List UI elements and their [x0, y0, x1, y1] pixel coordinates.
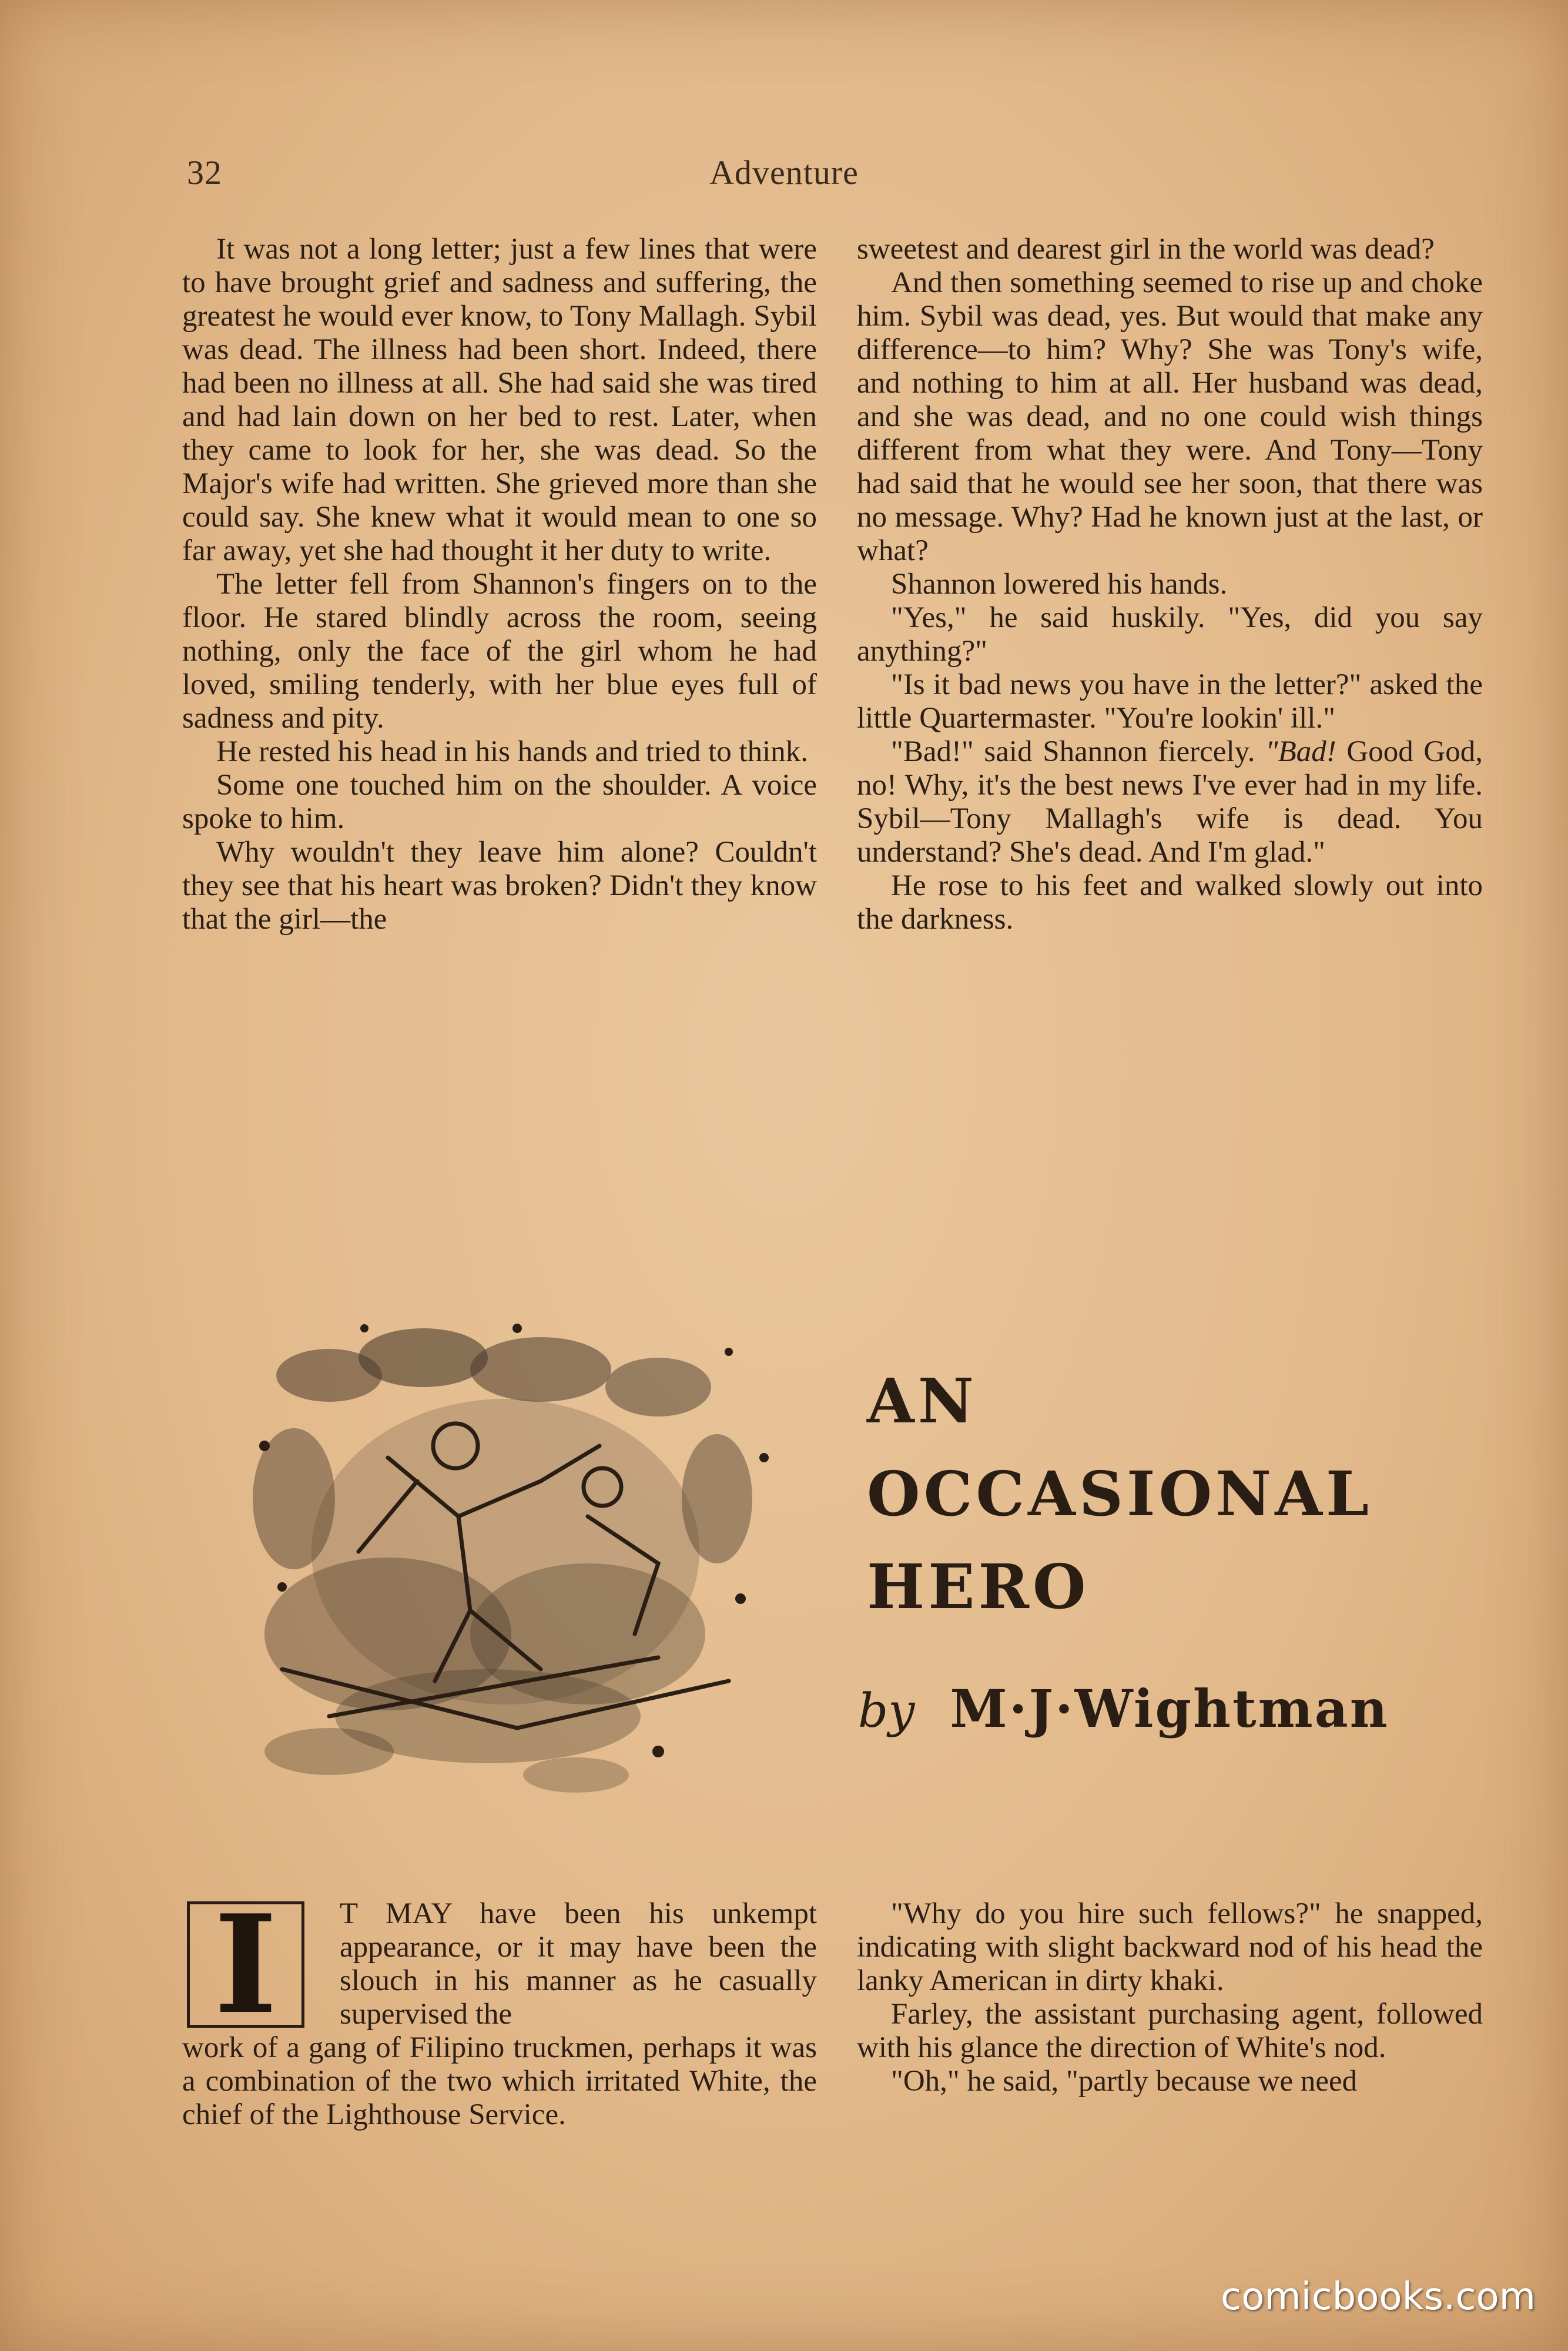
- story2-column-left: [182, 2031, 817, 2132]
- byline: [858, 1678, 1389, 1739]
- source-watermark: comicbooks.com: [1220, 2275, 1536, 2319]
- italic-emphasis: "Bad!: [1265, 735, 1336, 768]
- story1-column-right: [857, 233, 1483, 936]
- story-illustration: [212, 1305, 811, 1822]
- paragraph: "Oh," he said, "partly because we need: [891, 2065, 1358, 2098]
- paragraph-continuation: sweetest and dearest girl in the world was dead?: [857, 233, 1435, 266]
- dialogue-text: Good God, no! Why, it's the best news I've ever had in my life. Sybil—Tony Mallagh's wife is dead. You understand? She's dead. And I'm glad.": [857, 735, 1483, 869]
- paragraph: Why wouldn't they leave him alone? Couldn't they see that his heart was broken? Didn't they know that the girl—the: [182, 836, 817, 936]
- paragraph: "Is it bad news you have in the letter?" asked the little Quartermaster. "You're lookin' ill.": [857, 668, 1483, 735]
- paragraph: He rose to his feet and walked slowly out into the darkness.: [857, 869, 1483, 936]
- running-head: Adventure: [709, 153, 859, 192]
- paragraph: work of a gang of Filipino truckmen, perhaps it was a combination of the two which irritated White, the chief of the Lighthouse Service.: [182, 2031, 817, 2131]
- drop-cap: [187, 1885, 304, 2044]
- dialogue-text: "Bad!" said Shannon fiercely.: [891, 735, 1266, 768]
- paragraph: T MAY have been his unkempt appearance, or it may have been the slouch in his manner as he casually supervised the: [340, 1897, 817, 2031]
- paragraph: He rested his head in his hands and tried to think.: [216, 735, 809, 768]
- paragraph: And then something seemed to rise up and choke him. Sybil was dead, yes. But would that make any difference—to him? Why? She was Tony's wife, and nothing to him at all. Her husband was dead, and she was dead, and no one could wish things different from what they were. And Tony—Tony had said that he would see her soon, that there was no message. Why? Had he known just at the last, or what?: [857, 266, 1483, 567]
- story2-column-right: [857, 1897, 1483, 2098]
- paragraph: The letter fell from Shannon's fingers on to the floor. He stared blindly across the room, seeing nothing, only the face of the girl whom he had loved, smiling tenderly, with her blue eyes full of sadness and pity.: [182, 568, 817, 735]
- paragraph: Shannon lowered his hands.: [891, 568, 1228, 601]
- byline-prefix: by: [858, 1683, 915, 1738]
- paragraph: [857, 735, 1483, 869]
- paragraph: It was not a long letter; just a few lines that were to have brought grief and sadness and suffering, the greatest he would ever know, to Tony Mallagh. Sybil was dead. The illness had been short. Indeed, there had been no illness at all. She had said she was tired and had lain down on her bed to rest. Later, when they came to look for her, she was dead. So the Major's wife had written. She grieved more than she could say. She knew what it would mean to one so far away, yet she had thought it her duty to write.: [182, 233, 817, 567]
- paragraph: "Why do you hire such fellows?" he snapped, indicating with slight backward nod of his head the lanky American in dirty khaki.: [857, 1897, 1483, 1997]
- author-name: M·J·Wightman: [950, 1678, 1389, 1739]
- paragraph: "Yes," he said huskily. "Yes, did you say anything?": [857, 601, 1483, 668]
- drop-cap-letter: I: [214, 1885, 277, 2044]
- page-number: 32: [187, 153, 222, 192]
- story-title: [867, 1355, 1513, 1633]
- title-line: AN: [867, 1365, 977, 1437]
- paragraph: Some one touched him on the shoulder. A voice spoke to him.: [182, 769, 817, 835]
- title-line: OCCASIONAL: [867, 1458, 1373, 1530]
- story2-column-left-beside-dropcap: [340, 1897, 817, 2031]
- paragraph: Farley, the assistant purchasing agent, followed with his glance the direction of White's nod.: [857, 1998, 1483, 2064]
- title-line: HERO: [867, 1550, 1090, 1623]
- story1-column-left: [182, 233, 817, 936]
